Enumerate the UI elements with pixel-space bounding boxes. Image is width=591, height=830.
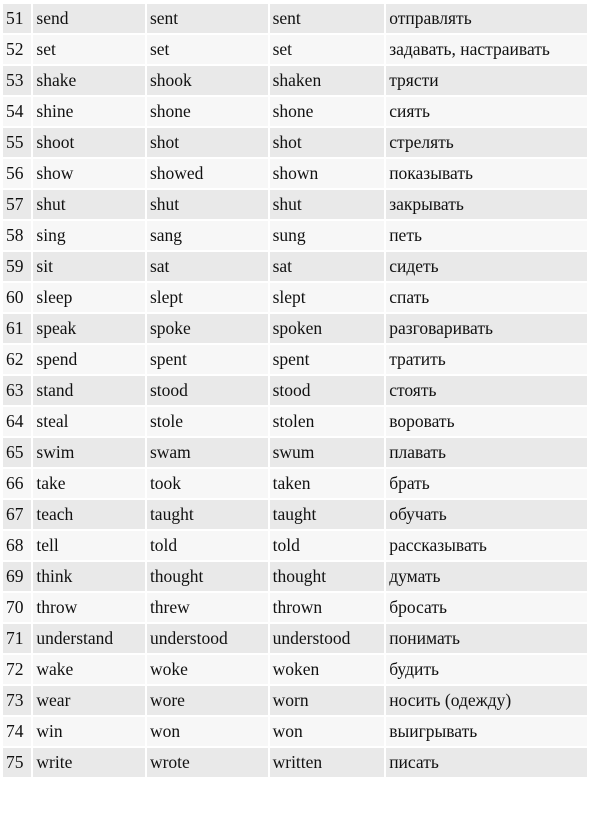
table-row (3, 655, 587, 684)
table-row (3, 35, 587, 64)
table-row (3, 159, 587, 188)
base-form-cell: sleep (33, 283, 145, 312)
past-simple-cell: sang (147, 221, 268, 250)
base-form-cell: understand (33, 624, 145, 653)
base-form-cell: think (33, 562, 145, 591)
table-row (3, 593, 587, 622)
past-participle-cell: woken (270, 655, 385, 684)
past-simple-cell: spent (147, 345, 268, 374)
row-number-cell: 65 (3, 438, 31, 467)
past-simple-cell: thought (147, 562, 268, 591)
translation-cell: задавать, настраивать (386, 35, 587, 64)
past-simple-cell: wore (147, 686, 268, 715)
base-form-cell: throw (33, 593, 145, 622)
row-number-cell: 62 (3, 345, 31, 374)
table-row (3, 190, 587, 219)
past-simple-cell: swam (147, 438, 268, 467)
translation-cell: писать (386, 748, 587, 777)
past-participle-cell: taken (270, 469, 385, 498)
base-form-cell: wear (33, 686, 145, 715)
base-form-cell: shake (33, 66, 145, 95)
table-row (3, 314, 587, 343)
base-form-cell: win (33, 717, 145, 746)
translation-cell: бросать (386, 593, 587, 622)
base-form-cell: steal (33, 407, 145, 436)
base-form-cell: shut (33, 190, 145, 219)
base-form-cell: write (33, 748, 145, 777)
past-participle-cell: worn (270, 686, 385, 715)
past-simple-cell: slept (147, 283, 268, 312)
base-form-cell: shine (33, 97, 145, 126)
row-number-cell: 69 (3, 562, 31, 591)
past-simple-cell: woke (147, 655, 268, 684)
table-row (3, 438, 587, 467)
past-participle-cell: written (270, 748, 385, 777)
past-participle-cell: told (270, 531, 385, 560)
past-participle-cell: stolen (270, 407, 385, 436)
row-number-cell: 74 (3, 717, 31, 746)
translation-cell: сиять (386, 97, 587, 126)
row-number-cell: 59 (3, 252, 31, 281)
table-row (3, 469, 587, 498)
past-participle-cell: set (270, 35, 385, 64)
translation-cell: закрывать (386, 190, 587, 219)
verb-rows (3, 4, 587, 777)
past-participle-cell: sung (270, 221, 385, 250)
row-number-cell: 67 (3, 500, 31, 529)
past-simple-cell: shut (147, 190, 268, 219)
translation-cell: петь (386, 221, 587, 250)
translation-cell: носить (одежду) (386, 686, 587, 715)
table-row (3, 624, 587, 653)
row-number-cell: 54 (3, 97, 31, 126)
translation-cell: плавать (386, 438, 587, 467)
translation-cell: трясти (386, 66, 587, 95)
past-participle-cell: shot (270, 128, 385, 157)
translation-cell: выигрывать (386, 717, 587, 746)
past-simple-cell: understood (147, 624, 268, 653)
table-row (3, 376, 587, 405)
table-row (3, 128, 587, 157)
row-number-cell: 58 (3, 221, 31, 250)
row-number-cell: 73 (3, 686, 31, 715)
past-participle-cell: shaken (270, 66, 385, 95)
past-participle-cell: stood (270, 376, 385, 405)
table-row (3, 66, 587, 95)
table-row (3, 345, 587, 374)
table-row (3, 717, 587, 746)
base-form-cell: spend (33, 345, 145, 374)
table-row (3, 562, 587, 591)
base-form-cell: teach (33, 500, 145, 529)
past-simple-cell: won (147, 717, 268, 746)
row-number-cell: 70 (3, 593, 31, 622)
past-simple-cell: stole (147, 407, 268, 436)
past-simple-cell: wrote (147, 748, 268, 777)
past-participle-cell: thought (270, 562, 385, 591)
translation-cell: понимать (386, 624, 587, 653)
base-form-cell: stand (33, 376, 145, 405)
past-simple-cell: threw (147, 593, 268, 622)
row-number-cell: 71 (3, 624, 31, 653)
translation-cell: воровать (386, 407, 587, 436)
translation-cell: обучать (386, 500, 587, 529)
past-participle-cell: taught (270, 500, 385, 529)
past-participle-cell: won (270, 717, 385, 746)
row-number-cell: 72 (3, 655, 31, 684)
past-participle-cell: sent (270, 4, 385, 33)
past-participle-cell: thrown (270, 593, 385, 622)
base-form-cell: swim (33, 438, 145, 467)
translation-cell: сидеть (386, 252, 587, 281)
row-number-cell: 66 (3, 469, 31, 498)
row-number-cell: 56 (3, 159, 31, 188)
past-simple-cell: told (147, 531, 268, 560)
past-simple-cell: set (147, 35, 268, 64)
table-row (3, 4, 587, 33)
past-participle-cell: shut (270, 190, 385, 219)
row-number-cell: 51 (3, 4, 31, 33)
table-row (3, 686, 587, 715)
past-participle-cell: shown (270, 159, 385, 188)
past-simple-cell: showed (147, 159, 268, 188)
table-row (3, 407, 587, 436)
base-form-cell: sing (33, 221, 145, 250)
past-participle-cell: sat (270, 252, 385, 281)
past-participle-cell: shone (270, 97, 385, 126)
row-number-cell: 60 (3, 283, 31, 312)
past-simple-cell: shook (147, 66, 268, 95)
row-number-cell: 55 (3, 128, 31, 157)
translation-cell: брать (386, 469, 587, 498)
base-form-cell: sit (33, 252, 145, 281)
row-number-cell: 63 (3, 376, 31, 405)
row-number-cell: 57 (3, 190, 31, 219)
translation-cell: стоять (386, 376, 587, 405)
table-row (3, 221, 587, 250)
past-participle-cell: swum (270, 438, 385, 467)
past-simple-cell: sent (147, 4, 268, 33)
table-row (3, 283, 587, 312)
row-number-cell: 68 (3, 531, 31, 560)
past-simple-cell: shot (147, 128, 268, 157)
base-form-cell: tell (33, 531, 145, 560)
past-participle-cell: spoken (270, 314, 385, 343)
irregular-verbs-table (1, 2, 589, 779)
base-form-cell: take (33, 469, 145, 498)
translation-cell: тратить (386, 345, 587, 374)
translation-cell: отправлять (386, 4, 587, 33)
base-form-cell: shoot (33, 128, 145, 157)
row-number-cell: 53 (3, 66, 31, 95)
translation-cell: стрелять (386, 128, 587, 157)
past-simple-cell: taught (147, 500, 268, 529)
past-participle-cell: slept (270, 283, 385, 312)
past-simple-cell: spoke (147, 314, 268, 343)
translation-cell: рассказывать (386, 531, 587, 560)
base-form-cell: show (33, 159, 145, 188)
translation-cell: показывать (386, 159, 587, 188)
past-simple-cell: shone (147, 97, 268, 126)
translation-cell: будить (386, 655, 587, 684)
base-form-cell: speak (33, 314, 145, 343)
row-number-cell: 75 (3, 748, 31, 777)
row-number-cell: 61 (3, 314, 31, 343)
base-form-cell: set (33, 35, 145, 64)
past-simple-cell: stood (147, 376, 268, 405)
table-row (3, 748, 587, 777)
table-row (3, 97, 587, 126)
past-participle-cell: spent (270, 345, 385, 374)
row-number-cell: 52 (3, 35, 31, 64)
table-row (3, 531, 587, 560)
translation-cell: спать (386, 283, 587, 312)
past-participle-cell: understood (270, 624, 385, 653)
base-form-cell: wake (33, 655, 145, 684)
translation-cell: думать (386, 562, 587, 591)
table-row (3, 500, 587, 529)
table-row (3, 252, 587, 281)
translation-cell: разговаривать (386, 314, 587, 343)
row-number-cell: 64 (3, 407, 31, 436)
past-simple-cell: took (147, 469, 268, 498)
base-form-cell: send (33, 4, 145, 33)
past-simple-cell: sat (147, 252, 268, 281)
